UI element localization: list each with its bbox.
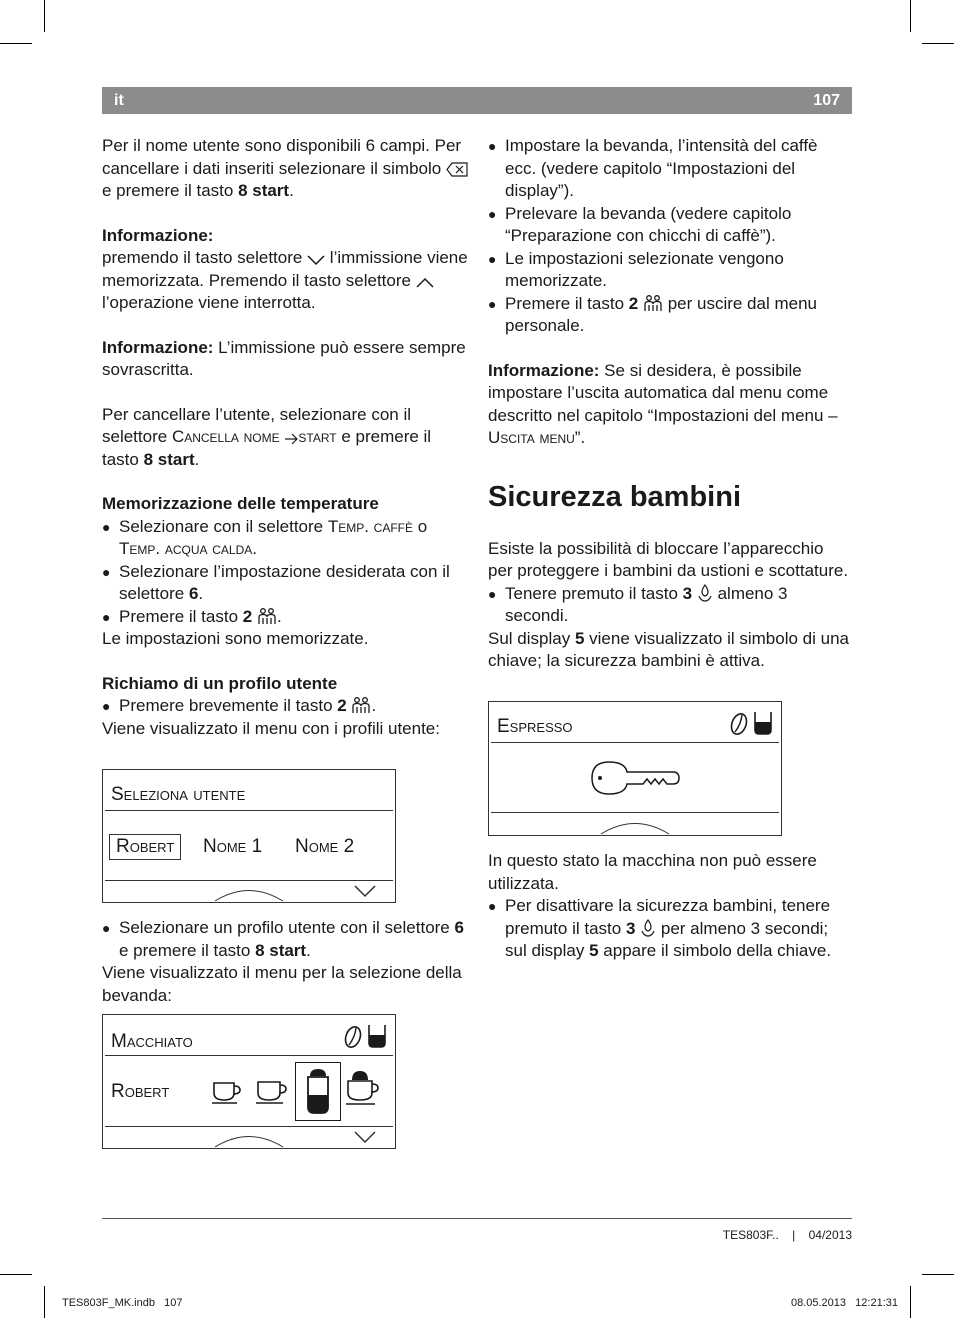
paragraph: Viene visualizzato il menu con i profili utente:	[102, 718, 440, 738]
language-tag: it	[114, 92, 124, 109]
child-lock-key-icon	[640, 919, 656, 937]
display-divider	[105, 1055, 393, 1056]
coffee-cup-icon[interactable]	[255, 1079, 289, 1107]
paragraph: Per cancellare l’utente, selezionare con il selettore Cancella nome start e premere il tasto 8 start.	[102, 404, 432, 469]
child-lock-key-icon	[697, 584, 713, 602]
user-profile-icon	[257, 607, 277, 625]
cup-level-icon	[367, 1023, 387, 1049]
crop-mark	[0, 1274, 32, 1275]
left-column-lower	[102, 917, 468, 1007]
display-divider	[491, 812, 779, 813]
paragraph: Viene visualizzato il menu per la selezione della bevanda:	[102, 963, 462, 1005]
print-slug-timestamp: 08.05.2013 12:21:31	[790, 1297, 898, 1309]
bullet-item: ● Premere il tasto 2 .	[102, 606, 468, 629]
crop-mark	[910, 1286, 911, 1318]
paragraph: premendo il tasto selettore l’immissione viene memorizzata. Premendo il tasto selettore l’operazione viene interrotta.	[102, 248, 468, 312]
selector-dial-arc	[213, 886, 285, 902]
display-divider	[105, 1126, 393, 1127]
bullet-item: ● Selezionare con il selettore Temp. caffè o Temp. acqua calda.	[102, 516, 468, 561]
footer-rule	[102, 1218, 852, 1219]
section-title: Memorizzazione delle temperature	[102, 494, 379, 513]
coffee-bean-icon	[343, 1025, 363, 1049]
crop-mark	[922, 43, 954, 44]
page-number: 107	[813, 92, 840, 109]
bullet-item: ● Selezionare l’impostazione desiderata con il selettore 6.	[102, 561, 468, 606]
page-header	[102, 87, 852, 114]
paragraph: Informazione: L’immissione può essere sempre sovrascritta.	[102, 337, 466, 379]
right-column-lower	[488, 850, 852, 963]
section-title: Richiamo di un profilo utente	[102, 673, 338, 693]
chevron-down-icon	[353, 1130, 377, 1144]
display-user-selection	[102, 769, 396, 903]
chevron-down-icon	[353, 884, 377, 898]
user-option-robert[interactable]: Robert	[109, 834, 181, 860]
bullet-item: ● Prelevare la bevanda (vedere capitolo “Preparazione con chicchi di caffè”).	[488, 203, 852, 248]
chevron-down-icon	[307, 254, 325, 266]
paragraph: Le impostazioni sono memorizzate.	[102, 629, 369, 648]
bullet-item: ● Le impostazioni selezionate vengono memorizzate.	[488, 248, 852, 293]
user-profile-icon	[643, 294, 663, 312]
macchiato-glass-icon	[305, 1067, 331, 1115]
bullet-item: ● Premere brevemente il tasto 2 .	[102, 695, 468, 718]
display-child-lock	[488, 701, 782, 836]
bullet-item: ● Premere il tasto 2 per uscire dal menu personale.	[488, 293, 852, 338]
cup-level-icon	[753, 710, 773, 736]
delete-symbol-icon	[446, 162, 468, 177]
display-title: Seleziona utente	[111, 784, 246, 805]
espresso-cup-icon[interactable]	[211, 1079, 243, 1107]
right-column	[488, 135, 852, 673]
display-divider	[105, 880, 393, 881]
left-column	[102, 135, 468, 740]
edition-date: 04/2013	[808, 1228, 852, 1242]
user-option-nome-2[interactable]: Nome 2	[295, 836, 355, 857]
key-icon	[589, 758, 681, 798]
arrow-right-icon	[284, 433, 298, 445]
print-slug-file: TES803F_MK.indb 107	[62, 1297, 183, 1309]
display-title: Macchiato	[111, 1031, 193, 1052]
crop-mark	[44, 0, 45, 32]
paragraph: In questo stato la macchina non può essere utilizzata.	[488, 851, 817, 893]
crop-mark	[0, 43, 32, 44]
paragraph: Informazione: Se si desidera, è possibile impostare l’uscita automatica dal menu come descritto nel capitolo “Impostazioni del menu – Uscita menu”.	[488, 360, 838, 447]
crop-mark	[44, 1286, 45, 1318]
selected-beverage-frame[interactable]	[295, 1062, 341, 1121]
section-heading: Sicurezza bambini	[488, 480, 742, 513]
coffee-bean-icon	[729, 712, 749, 736]
user-name-label: Robert	[111, 1081, 170, 1102]
display-beverage-selection	[102, 1014, 396, 1149]
bullet-item: ● Impostare la bevanda, l’intensità del caffè ecc. (vedere capitolo “Impostazioni del display”).	[488, 135, 852, 203]
cappuccino-cup-icon[interactable]	[345, 1067, 379, 1107]
info-title: Informazione:	[102, 225, 214, 245]
model-number: TES803F..	[722, 1228, 779, 1242]
selector-dial-arc	[213, 1132, 285, 1148]
paragraph: Per il nome utente sono disponibili 6 campi. Per cancellare i dati inseriti selezionare il simbolo e premere il tasto 8 start.	[102, 135, 468, 203]
display-divider	[491, 742, 779, 743]
page-footer	[723, 1224, 852, 1247]
paragraph: Esiste la possibilità di bloccare l’apparecchio per proteggere i bambini da ustioni e scottature.	[488, 538, 849, 580]
display-title: Espresso	[497, 716, 573, 737]
selector-dial-arc	[599, 819, 671, 835]
user-option-nome-1[interactable]: Nome 1	[203, 836, 263, 857]
chevron-up-icon	[416, 277, 434, 289]
footer-separator: |	[792, 1228, 796, 1242]
bullet-item: ● Selezionare un profilo utente con il selettore 6 e premere il tasto 8 start.	[102, 917, 468, 962]
user-profile-icon	[351, 696, 371, 714]
bullet-item: ● Tenere premuto il tasto 3 almeno 3 secondi.	[488, 583, 852, 628]
paragraph: Sul display 5 viene visualizzato il simbolo di una chiave; la sicurezza bambini è attiva.	[488, 628, 849, 670]
bullet-item: ● Per disattivare la sicurezza bambini, tenere premuto il tasto 3 per almeno 3 secondi; sul display 5 appare il simbolo della chiave.	[488, 895, 852, 963]
crop-mark	[910, 0, 911, 32]
crop-mark	[922, 1274, 954, 1275]
display-divider	[105, 810, 393, 811]
